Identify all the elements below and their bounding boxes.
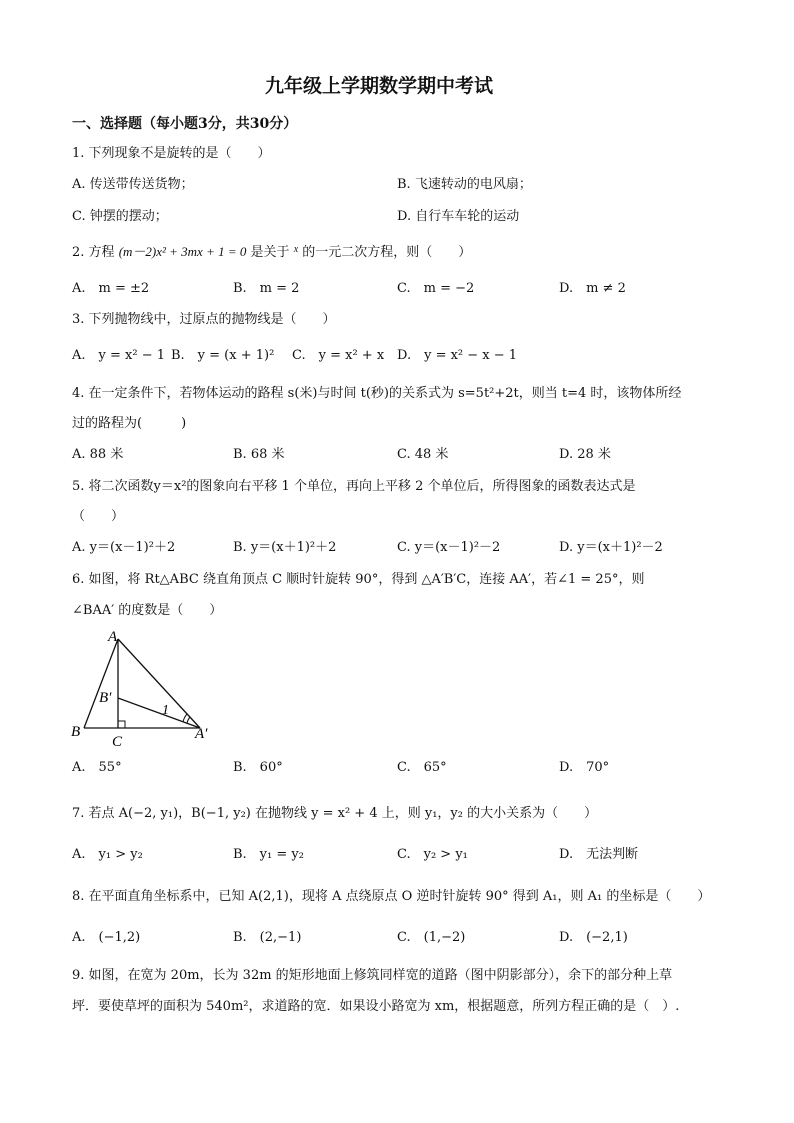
q7-option-b: B. y₁ = y₂ [233,847,304,862]
q8-option-a: A. (−1,2) [72,930,141,945]
q7-stem: 7. 若点 A(−2, y₁)，B(−1, y₂) 在抛物线 y = x² + 4 上，则 y₁，y₂ 的大小关系为（ ） [72,806,598,821]
q4-option-c: C. 48 米 [397,447,449,462]
q3-option-b: B. y = (x + 1)² [171,348,275,363]
q7-option-c: C. y₂ > y₁ [397,847,468,862]
q2-equation: (m－2)x² + 3mx + 1 = 0 [118,244,247,259]
q4-stem-line1: 4. 在一定条件下，若物体运动的路程 s(米)与时间 t(秒)的关系式为 s=5t²+2t，则当 t=4 时，该物体所经 [72,386,682,401]
q9-stem-line2: 坪．要使草坪的面积为 540m²，求道路的宽．如果设小路宽为 xm，根据题意，所列方程正确的是（ ）. [72,999,680,1014]
segment-ab [84,639,118,728]
q9-stem-line1: 9. 如图，在宽为 20m，长为 32m 的矩形地面上修筑同样宽的道路（图中阴影部分），余下的部分种上草 [72,968,673,983]
q5-stem-line2: （ ） [72,509,125,524]
q5-option-d: D. y＝(x＋1)²－2 [559,540,663,555]
q3-option-d: D. y = x² − x − 1 [397,348,518,363]
label-a: A [108,629,118,645]
q5-option-b: B. y＝(x＋1)²＋2 [233,540,337,555]
angle-one-arc [183,714,187,722]
q4-option-b: B. 68 米 [233,447,285,462]
section-heading: 一、选择题（每小题3分，共30分） [72,116,298,132]
q1-option-b: B. 飞速转动的电风扇； [397,177,532,192]
q6-option-a: A. 55° [72,760,122,775]
right-angle-mark [118,721,125,728]
q2-option-b: B. m = 2 [233,281,300,296]
angle-one-arc-inner [187,717,190,723]
q3-stem: 3. 下列抛物线中，过原点的抛物线是（ ） [72,312,336,327]
q4-stem-line2: 过的路程为( ) [72,416,187,431]
q6-triangle-figure [66,624,236,752]
label-c: C [112,734,123,750]
q6-option-c: C. 65° [397,760,447,775]
q2-mid: 是关于 [250,245,290,260]
q7-option-d: D. 无法判断 [559,847,639,862]
q2-option-a: A. m = ±2 [72,281,150,296]
segment-aa-prime [118,639,200,728]
q2-stem [72,245,471,259]
q8-option-c: C. (1,−2) [397,930,466,945]
q7-option-a: A. y₁ > y₂ [72,847,143,862]
q4-option-a: A. 88 米 [72,447,124,462]
q6-option-b: B. 60° [233,760,283,775]
q2-variable: x [293,244,299,255]
page-title: 九年级上学期数学期中考试 [265,75,494,97]
label-one: 1 [162,703,169,718]
q6-stem-line1: 6. 如图，将 Rt△ABC 绕直角顶点 C 顺时针旋转 90°，得到 △A′B′C，连接 AA′，若∠1 = 25°，则 [72,572,645,587]
q5-stem-line1: 5. 将二次函数y＝x²的图象向右平移 1 个单位，再向上平移 2 个单位后，所得图象的函数表达式是 [72,479,636,494]
label-a-prime: A′ [195,726,208,742]
q1-option-a: A. 传送带传送货物； [72,177,194,192]
q2-number: 2. 方程 [72,245,115,260]
q4-option-d: D. 28 米 [559,447,611,462]
q2-option-d: D. m ≠ 2 [559,281,626,296]
q2-option-c: C. m = −2 [397,281,475,296]
q1-option-d: D. 自行车车轮的运动 [397,209,520,224]
q6-option-d: D. 70° [559,760,610,775]
q5-option-a: A. y＝(x－1)²＋2 [72,540,176,555]
q8-stem: 8. 在平面直角坐标系中，已知 A(2,1)，现将 A 点绕原点 O 逆时针旋转 90° 得到 A₁，则 A₁ 的坐标是（ ） [72,889,711,904]
q8-option-d: D. (−2,1) [559,930,628,945]
q5-option-c: C. y＝(x－1)²－2 [397,540,501,555]
label-b-prime: B′ [99,690,112,706]
q1-option-c: C. 钟摆的摆动； [72,209,168,224]
q3-option-a: A. y = x² − 1 [72,348,165,363]
q6-stem-line2: ∠BAA′ 的度数是（ ） [72,603,223,618]
segment-b-prime-a-prime [118,698,200,728]
q8-option-b: B. (2,−1) [233,930,302,945]
label-b: B [71,724,81,740]
q1-stem: 1. 下列现象不是旋转的是（ ） [72,146,271,161]
q3-option-c: C. y = x² + x [292,348,385,363]
q2-tail: 的一元二次方程，则（ ） [302,245,472,260]
